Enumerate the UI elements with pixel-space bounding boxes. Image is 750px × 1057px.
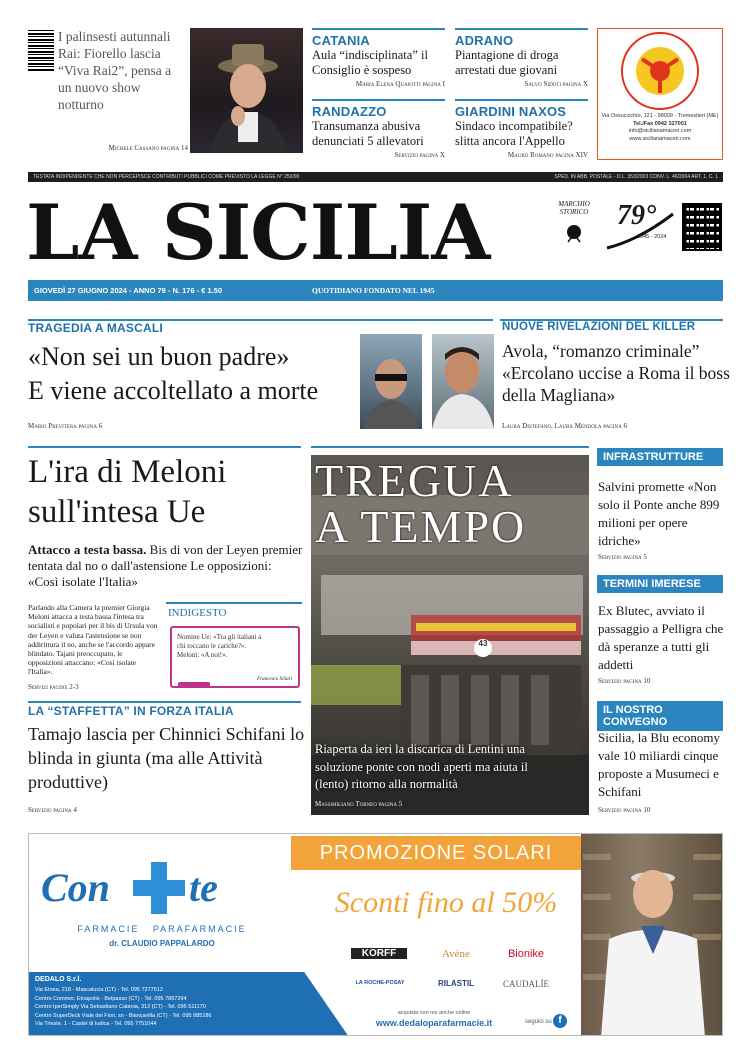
mascali-headline-1[interactable]: «Non sei un buon padre» [28, 342, 290, 371]
ad-logo-te: te [189, 865, 218, 910]
forza-label: LA “STAFFETTA” IN FORZA ITALIA [28, 704, 234, 718]
ad-address: Centro Commer. Etnapolis - Belpasso (CT) - Tel. 095 7867294 [35, 995, 187, 1002]
ad-brand-larocheposay: LA ROCHE-POSAY [355, 980, 405, 986]
place-label: CATANIA [312, 33, 370, 48]
killer-credit: Laura Distefano, Laura Mendola pagina 6 [502, 422, 627, 430]
teaser-adrano[interactable] [455, 28, 588, 88]
mascali-photo-2 [432, 334, 494, 429]
mascali-label: TRAGEDIA A MASCALI [28, 321, 163, 335]
killer-label: NUOVE RIVELAZIONI DEL KILLER [502, 321, 696, 333]
ad-brand-korff: KORFF [351, 948, 407, 959]
ad-logo-con: Con [41, 865, 110, 910]
indigesto-label: INDIGESTO [168, 607, 227, 619]
forza-credit: Servizio pagina 4 [28, 806, 77, 814]
notice-left: TESTATA INDIPENDENTE CHE NON PERCEPISCE CONTRIBUTI PUBBLICI COME PREVISTO LA LEGGE N° 250/90 [33, 174, 300, 180]
teaser-credit: Maria Elena Quaiotti pagina I [355, 80, 445, 88]
ad-addresses [35, 986, 212, 1029]
anniversary-years: 1945 - 2024 [637, 234, 667, 240]
mascali-photo-1 [360, 334, 422, 429]
teaser-rai[interactable]: I palinsesti autunnali Rai: Fiorello lascia “Viva Rai2”, pensa a un nuovo show notturno [58, 29, 172, 112]
facebook-icon[interactable]: f [553, 1014, 567, 1028]
place-label: ADRANO [455, 33, 514, 48]
killer-headline[interactable]: Avola, “romanzo criminale” «Ercolano uccise a Roma il boss della Magliana» [502, 341, 730, 405]
promo-line: Via Ossuccichio, 121 - 98009 - Tremestieri (ME) [601, 113, 719, 119]
ad-brand-avene: Avène [442, 948, 470, 960]
tregua-headline-2[interactable]: A TEMPO [315, 501, 527, 552]
masthead-title: LA SICILIA [26, 188, 490, 277]
ad-address: Centro IperSimply Via Sebastiano Catania, 312 (CT) - Tel. 095 511170 [35, 1004, 206, 1010]
meloni-headline[interactable]: L'ira di Meloni sull'intesa Ue [28, 454, 227, 530]
ad-site[interactable]: www.dedaloparafarmacie.it [375, 1018, 493, 1028]
sidebar-credit-infrastrutture: Servizio pagina 5 [598, 553, 647, 561]
anniversary-logo [603, 200, 675, 256]
promo-line: info@sicilianamaceri.com [628, 128, 692, 134]
meloni-credit: Servizi pagine 2-3 [28, 683, 79, 691]
sidebar-credit-termini: Servizio pagina 10 [598, 677, 651, 685]
place-label: GIARDINI NAXOS [455, 104, 567, 119]
founded-line: QUOTIDIANO FONDATO NEL 1945 [312, 286, 435, 295]
teaser-title: Sindaco incompatibile? slitta ancora l'Appello [455, 119, 573, 148]
tregua-caption: Riaperta da ieri la discarica di Lentini una soluzione ponte con nodi aperti ma aiuta il (lento) ritorno alla normalità [315, 742, 528, 791]
date-line: GIOVEDÌ 27 GIUGNO 2024 - ANNO 79 - N. 176 - € 1.50 [34, 286, 223, 295]
ad-promo-banner: PROMOZIONE SOLARI [291, 836, 581, 870]
teaser-giardini[interactable] [455, 99, 588, 159]
ad-doctor: dr. CLAUDIO PAPPALARDO [109, 939, 215, 948]
marchio-storico-badge [548, 200, 600, 260]
ad-pharmacist-photo [581, 834, 723, 1036]
ad-brand-caudalie: CAUDALÍE [503, 979, 549, 989]
ad-address: Via Trieste, 1 - Castel di Iudica - Tel. 095 7751044 [35, 1021, 157, 1027]
tregua-headline-1[interactable]: TREGUA [315, 455, 514, 506]
sidebar-head-convegno: IL NOSTRO CONVEGNO [597, 701, 723, 731]
teaser-title: Aula “indisciplinata” il Consiglio è sospeso [312, 48, 428, 77]
marchio-text: MARCHIO STORICO [558, 200, 590, 216]
barcode [28, 30, 54, 72]
teaser-title: Piantagione di droga arrestati due giovani [455, 48, 559, 77]
sicilianamaceri-logo [598, 29, 722, 113]
meloni-body: Parlando alla Camera la premier Giorgia Meloni attacca a testa bassa l'intesa tra socialisti e popolari per il bis di Ursula von der Leyen e valuta l'astensione se non addirittura il no, anche se l'accordo appare blindato. Tajani preoccupato, le opposizioni attaccano: «Così isolate l'Italia». [28, 603, 158, 677]
teaser-credit: Salvo Sidoti pagina X [524, 80, 588, 88]
anniversary-number: 79° [617, 200, 657, 231]
mascali-credit: Mario Previtera pagina 6 [28, 422, 103, 430]
place-label: RANDAZZO [312, 104, 387, 119]
ad-company: DEDALO S.r.l. [35, 976, 82, 983]
ad-discount: Sconti fino al 50% [334, 886, 558, 919]
indigesto-cartoon [170, 626, 300, 688]
date-band [28, 280, 723, 301]
tregua-photo[interactable] [311, 455, 589, 815]
sidebar-text-termini[interactable]: Ex Blutec, avviato il passaggio a Pelligra che dà speranze a tutti gli addetti [598, 603, 724, 672]
teaser-title: Transumanza abusiva denunciati 5 allevatori [312, 119, 424, 148]
sidebar-head-termini: TERMINI IMERESE [597, 575, 723, 593]
truck-plate: 43 [478, 639, 488, 648]
cross-icon [131, 860, 187, 916]
tregua-credit: Massimiliano Torneo pagina 5 [315, 800, 403, 808]
meloni-lead-text: Bis di von der Leyen premier tentata dal no o dall'astensione Le opposizioni: «Così isolate l'Italia» [28, 542, 303, 589]
teaser-catania[interactable] [312, 28, 445, 88]
fiorello-photo [190, 28, 303, 153]
promo-box-sicilianamaceri[interactable] [597, 28, 723, 160]
forza-headline[interactable]: Tamajo lascia per Chinnici Schifani lo blinda in giunta (ma alle Attività produttive) [28, 724, 305, 792]
notice-bar [28, 172, 723, 182]
promo-line: Tel./Fax 0942 327001 [633, 120, 687, 127]
indigesto-signature: Francesco Siliari [257, 677, 292, 682]
teaser-credit: Servizio pagina X [394, 151, 445, 159]
mascali-headline-2[interactable]: E viene accoltellato a morte [28, 376, 319, 405]
teaser-credit: Mauro Romano pagina XIV [507, 151, 588, 159]
indigesto-box[interactable] [166, 602, 302, 692]
indigesto-text: Nomine Ue: «Tra gli italiani a chi toccano le cariche?». Meloni: «A noi!». [177, 633, 262, 659]
ad-dedalo[interactable] [28, 833, 723, 1036]
meloni-lead [28, 542, 303, 590]
teaser-randazzo[interactable] [312, 99, 445, 159]
ad-address: Centro SuperDeck Viale dei Fiori, sn - Biancavilla (CT) - Tel. 095 985186 [35, 1012, 212, 1019]
notice-right: SPED. IN ABB. POSTALE - D.L. 353/2003 CONV. L. 46/2004 ART. 1, C. 1 [554, 174, 718, 180]
sidebar-credit-convegno: Servizio pagina 10 [598, 806, 651, 814]
sidebar-head-infrastrutture: INFRASTRUTTURE [597, 448, 723, 466]
ad-site-pre: acquista con noi anche online [397, 1010, 471, 1016]
ad-follow: seguici su [525, 1019, 552, 1025]
ad-subtitle: FARMACIE PARAFARMACIE [77, 924, 247, 934]
ad-brand-rilastil: RILASTIL [438, 979, 474, 988]
promo-line: www.sicilianamaceri.com [629, 135, 691, 142]
teaser-rai-credit: Michele Cassano pagina 14 [108, 144, 188, 152]
sidebar-text-convegno[interactable]: Sicilia, la Blu economy vale 10 miliardi cinque proposte a Musumeci e Schifani [598, 730, 721, 799]
ad-address: Via Etnea, 218 - Mascalucia (CT) - Tel. 095 7277512 [35, 987, 163, 993]
meloni-lead-bold: Attacco a testa bassa. [28, 542, 147, 557]
sidebar-text-infrastrutture[interactable]: Salvini promette «Non solo il Ponte anche 899 milioni per opere idriche» [598, 479, 720, 548]
qr-code[interactable] [682, 203, 722, 251]
ad-brand-bionike: Bionike [507, 948, 545, 960]
